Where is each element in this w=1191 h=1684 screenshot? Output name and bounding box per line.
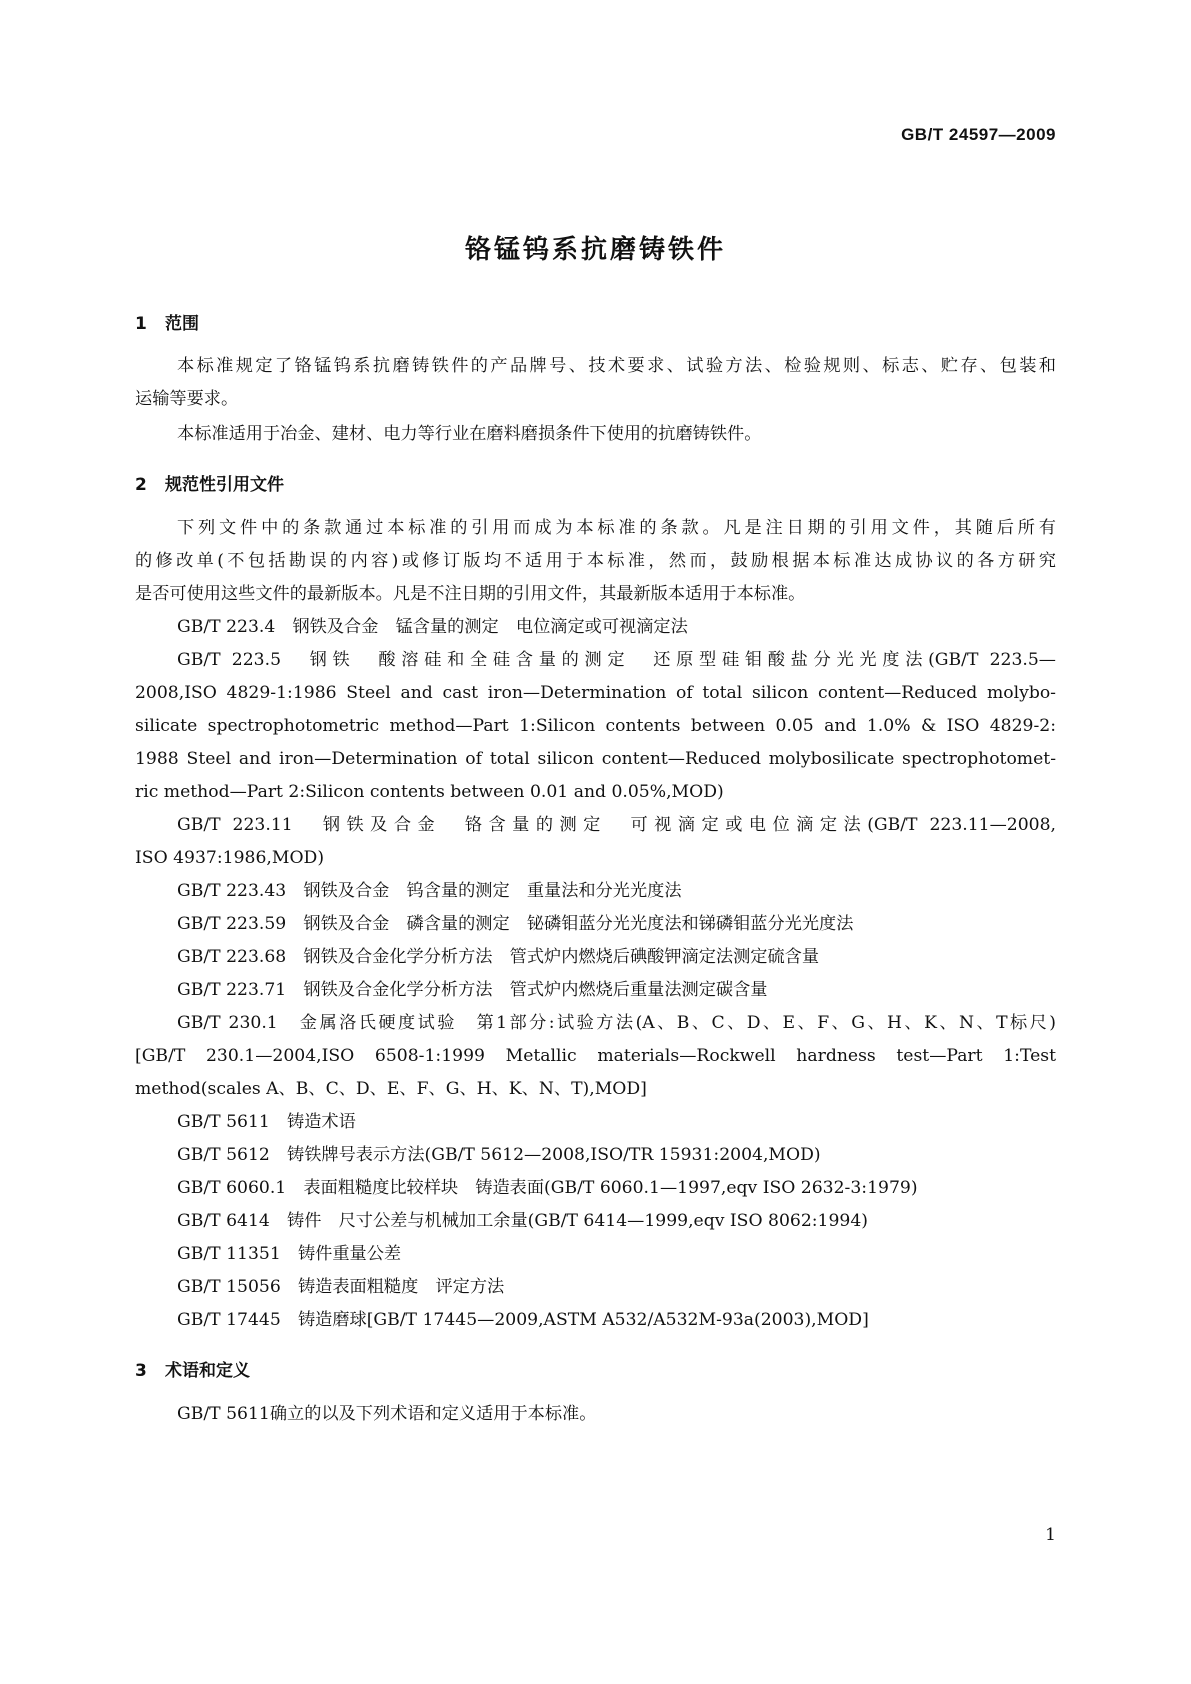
reference-entry: GB/T 17445 铸造磨球[GB/T 17445—2009,ASTM A532/A532M-93a(2003),MOD] [177,1310,869,1330]
document-title: 铬锰钨系抗磨铸铁件 [464,235,726,265]
paragraph-line: 本标准适用于冶金、建材、电力等行业在磨料磨损条件下使用的抗磨铸铁件。 [177,424,762,444]
section-number: 2 [135,475,147,495]
reference-entry: GB/T 223.43 钢铁及合金 钨含量的测定 重量法和分光光度法 [177,881,682,901]
reference-entry: GB/T 230.1 金属洛氏硬度试验 第1部分:试验方法(A、B、C、D、E、F、G、H、K、N、T标尺) [177,1013,1056,1033]
paragraph-line: 的修改单(不包括勘误的内容)或修订版均不适用于本标准，然而，鼓励根据本标准达成协议的各方研究 [135,551,1056,571]
reference-entry: GB/T 223.71 钢铁及合金化学分析方法 管式炉内燃烧后重量法测定碳含量 [177,980,768,1000]
section-title: 范围 [165,314,199,334]
reference-line: ISO 4937:1986,MOD) [135,848,325,868]
paragraph-line: 运输等要求。 [135,389,239,409]
reference-line: 1988 Steel and iron—Determination of total silicon content—Reduced molybosilicate spectrophotomet- [135,749,1056,769]
reference-line: 2008,ISO 4829-1:1986 Steel and cast iron—Determination of total silicon content—Reduced molybo- [135,683,1056,703]
reference-entry: GB/T 5612 铸铁牌号表示方法(GB/T 5612—2008,ISO/TR 15931:2004,MOD) [177,1145,821,1165]
section-3-heading [135,1356,250,1381]
reference-entry: GB/T 6060.1 表面粗糙度比较样块 铸造表面(GB/T 6060.1—1997,eqv ISO 2632-3:1979) [177,1178,918,1198]
reference-entry: GB/T 11351 铸件重量公差 [177,1244,402,1264]
section-2-heading [135,470,284,495]
paragraph-line: 是否可使用这些文件的最新版本。凡是不注日期的引用文件，其最新版本适用于本标准。 [135,584,806,604]
reference-entry: GB/T 223.11 钢铁及合金 铬含量的测定 可视滴定或电位滴定法(GB/T 223.11—2008, [177,815,1056,835]
standard-number: GB/T 24597—2009 [901,125,1056,144]
reference-line: method(scales A、B、C、D、E、F、G、H、K、N、T),MOD] [135,1079,647,1099]
reference-entry: GB/T 5611 铸造术语 [177,1112,356,1132]
section-number: 1 [135,314,147,334]
reference-entry: GB/T 223.5 钢铁 酸溶硅和全硅含量的测定 还原型硅钼酸盐分光光度法(GB/T 223.5— [177,650,1056,670]
reference-line: [GB/T 230.1—2004,ISO 6508-1:1999 Metallic materials—Rockwell hardness test—Part 1:Test [135,1046,1056,1066]
section-title: 规范性引用文件 [165,475,284,495]
section-number: 3 [135,1361,147,1381]
reference-line: ric method—Part 2:Silicon contents between 0.01 and 0.05%,MOD) [135,782,724,802]
paragraph-line: 下列文件中的条款通过本标准的引用而成为本标准的条款。凡是注日期的引用文件，其随后所有 [177,518,1056,538]
reference-entry: GB/T 15056 铸造表面粗糙度 评定方法 [177,1277,505,1297]
reference-entry: GB/T 223.68 钢铁及合金化学分析方法 管式炉内燃烧后碘酸钾滴定法测定硫含量 [177,947,820,967]
reference-entry: GB/T 223.4 钢铁及合金 锰含量的测定 电位滴定或可视滴定法 [177,617,688,637]
page-number: 1 [1045,1525,1056,1545]
section-1-heading [135,309,199,334]
reference-line: silicate spectrophotometric method—Part 1:Silicon contents between 0.05 and 1.0% & ISO 4829-2: [135,716,1056,736]
reference-entry: GB/T 223.59 钢铁及合金 磷含量的测定 铋磷钼蓝分光光度法和锑磷钼蓝分光光度法 [177,914,854,934]
paragraph-line: 本标准规定了铬锰钨系抗磨铸铁件的产品牌号、技术要求、试验方法、检验规则、标志、贮存、包装和 [177,356,1056,376]
paragraph-line: GB/T 5611确立的以及下列术语和定义适用于本标准。 [177,1404,597,1424]
reference-entry: GB/T 6414 铸件 尺寸公差与机械加工余量(GB/T 6414—1999,eqv ISO 8062:1994) [177,1211,868,1231]
section-title: 术语和定义 [165,1361,250,1381]
